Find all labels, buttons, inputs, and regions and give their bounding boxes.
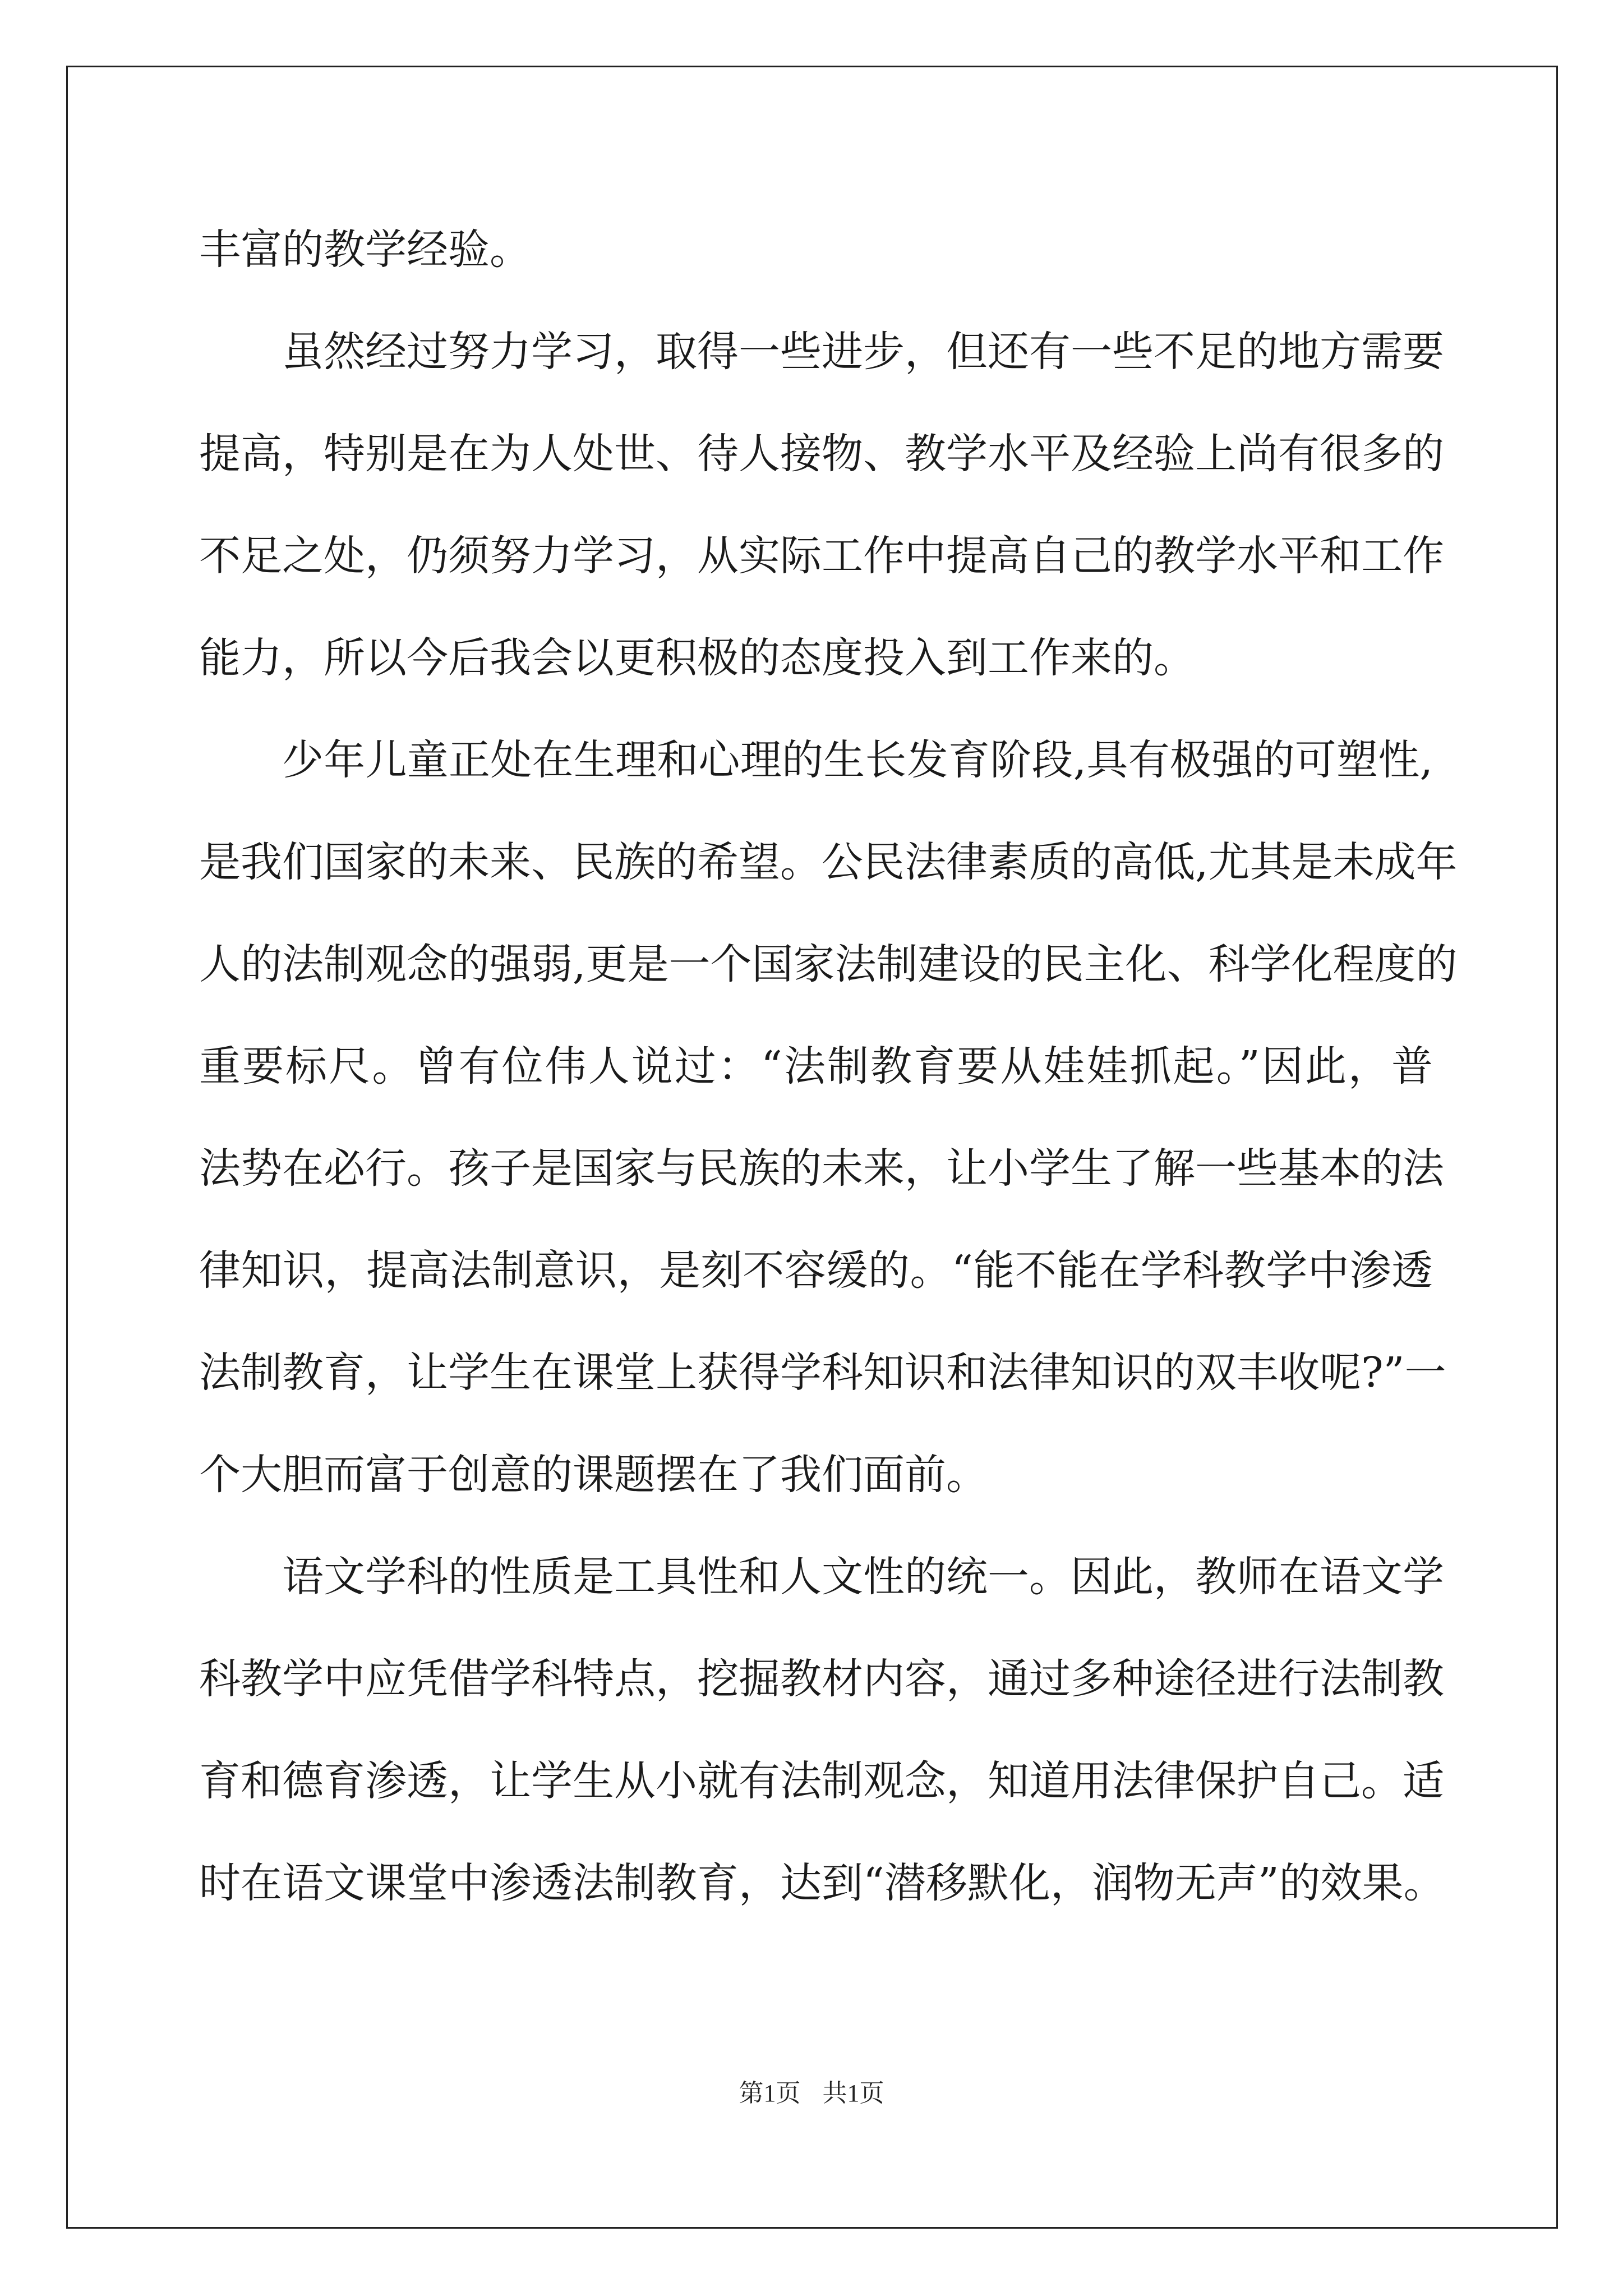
text-line: 能力，所以今后我会以更积极的态度投入到工作来的。 <box>199 634 1195 682</box>
text-line: 法势在必行。孩子是国家与民族的未来，让小学生了解一些基本的法 <box>199 1144 1444 1193</box>
text-line: 科教学中应凭借学科特点，挖掘教材内容，通过多种途径进行法制教 <box>199 1655 1444 1703</box>
text-line: 法制教育，让学生在课堂上获得学科知识和法律知识的双丰收呢?”一 <box>199 1349 1446 1397</box>
text-line: 提高，特别是在为人处世、待人接物、教学水平及经验上尚有很多的 <box>199 430 1444 478</box>
text-line: 少年儿童正处在生理和心理的生长发育阶段,具有极强的可塑性, <box>282 736 1433 784</box>
page-total: 共1页 <box>822 2079 884 2107</box>
text-line: 育和德育渗透，让学生从小就有法制观念，知道用法律保护自己。适 <box>199 1757 1444 1805</box>
text-line: 不足之处，仍须努力学习，从实际工作中提高自己的教学水平和工作 <box>199 532 1444 580</box>
text-line: 人的法制观念的强弱,更是一个国家法制建设的民主化、科学化程度的 <box>199 940 1458 988</box>
text-line: 时在语文课堂中渗透法制教育，达到“潜移默化，润物无声”的效果。 <box>199 1859 1445 1907</box>
text-line: 虽然经过努力学习，取得一些进步，但还有一些不足的地方需要 <box>282 328 1444 376</box>
text-line: 是我们国家的未来、民族的希望。公民法律素质的高低,尤其是未成年 <box>199 838 1458 886</box>
text-line: 语文学科的性质是工具性和人文性的统一。因此，教师在语文学 <box>282 1553 1444 1601</box>
text-line: 个大胆而富于创意的课题摆在了我们面前。 <box>199 1451 988 1499</box>
page-footer <box>0 2073 1623 2109</box>
text-line: 丰富的教学经验。 <box>199 226 531 274</box>
page-number: 第1页 <box>739 2079 801 2107</box>
text-line: 重要标尺。曾有位伟人说过：“法制教育要从娃娃抓起。”因此，普 <box>199 1042 1433 1091</box>
text-line: 律知识，提高法制意识，是刻不容缓的。“能不能在学科教学中渗透 <box>199 1246 1433 1295</box>
